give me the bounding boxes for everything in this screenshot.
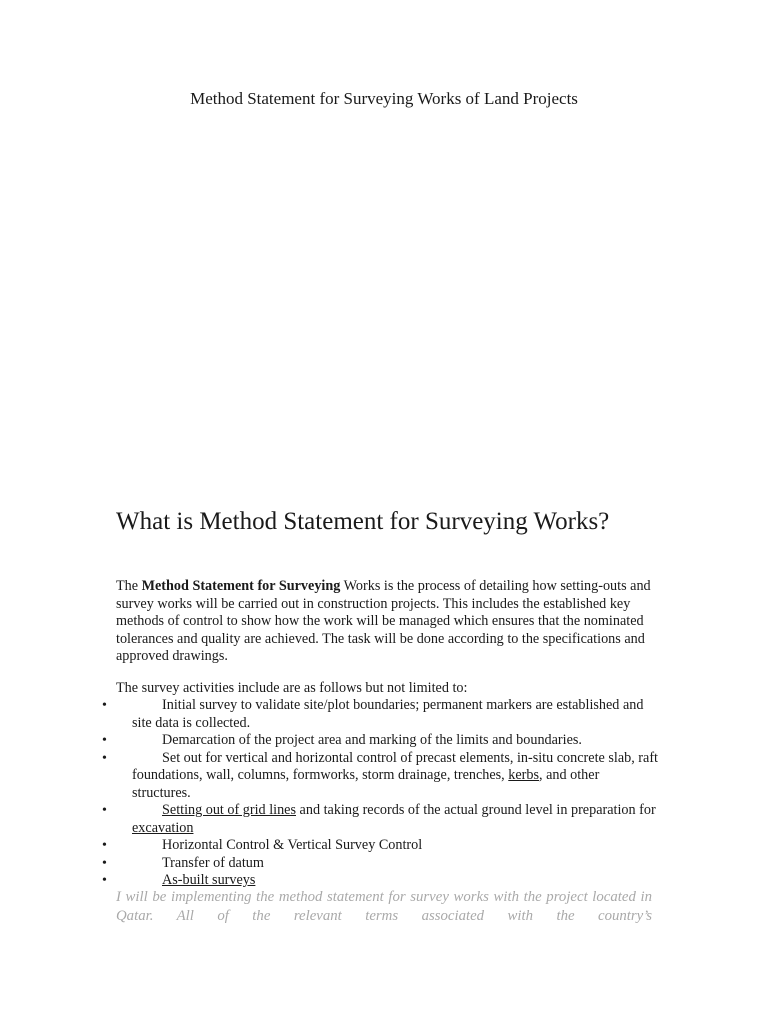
activity-text: Demarcation of the project area and marking of the limits and boundaries. — [162, 732, 582, 748]
activity-text: and taking records of the actual ground level in preparation for — [296, 802, 656, 818]
intro-prefix: The — [116, 578, 142, 594]
activity-text: , and other structures. — [132, 767, 600, 801]
grid-lines-link[interactable]: Setting out of grid lines — [162, 802, 296, 818]
bullet-icon: • — [102, 838, 107, 853]
section-heading: What is Method Statement for Surveying Works? — [116, 508, 610, 535]
list-item — [100, 750, 660, 803]
bullet-icon: • — [102, 855, 107, 871]
list-item — [100, 802, 660, 837]
activities-lead: The survey activities include are as follows but not limited to: — [116, 680, 468, 696]
activity-text: Initial survey to validate site/plot boundaries; permanent markers are established and site data is collected. — [132, 697, 644, 731]
intro-rest: Works is the process of detailing how setting-outs and survey works will be carried out in construction projects. This includes the established key methods of control to show how the work will be managed which ensures that the nominated tolerances and quality are achieved. The task will be done according to the specifications and approved drawings. — [116, 578, 651, 664]
bullet-icon: • — [102, 698, 107, 713]
list-item — [100, 855, 660, 873]
document-title: Method Statement for Surveying Works of Land Projects — [190, 89, 578, 108]
bullet-icon: • — [102, 750, 107, 766]
excavation-link[interactable]: excavation — [132, 819, 194, 836]
activity-text: Set out for vertical and horizontal control of precast elements, in-situ concrete slab, raft foundations, wall, columns, formworks, storm drainage, trenches, — [132, 749, 658, 783]
as-built-surveys-link[interactable]: As-built surveys — [162, 872, 256, 888]
list-item — [100, 732, 660, 750]
activity-list — [100, 697, 660, 890]
intro-paragraph — [116, 578, 652, 666]
list-item — [100, 837, 660, 855]
bullet-icon: • — [102, 873, 107, 888]
bullet-icon: • — [102, 803, 107, 818]
list-item — [100, 697, 660, 732]
list-item — [100, 872, 660, 890]
faded-preview-text: I will be implementing the method statement for survey works with the project located in Qatar. All of the relevant terms associated with the country’s — [116, 889, 652, 924]
kerbs-link[interactable]: kerbs — [508, 767, 540, 783]
intro-bold-term: Method Statement for Surveying — [141, 578, 341, 594]
activity-text: Horizontal Control & Vertical Survey Control — [162, 837, 423, 853]
bullet-icon: • — [102, 733, 107, 748]
activity-text: Transfer of datum — [162, 854, 264, 871]
